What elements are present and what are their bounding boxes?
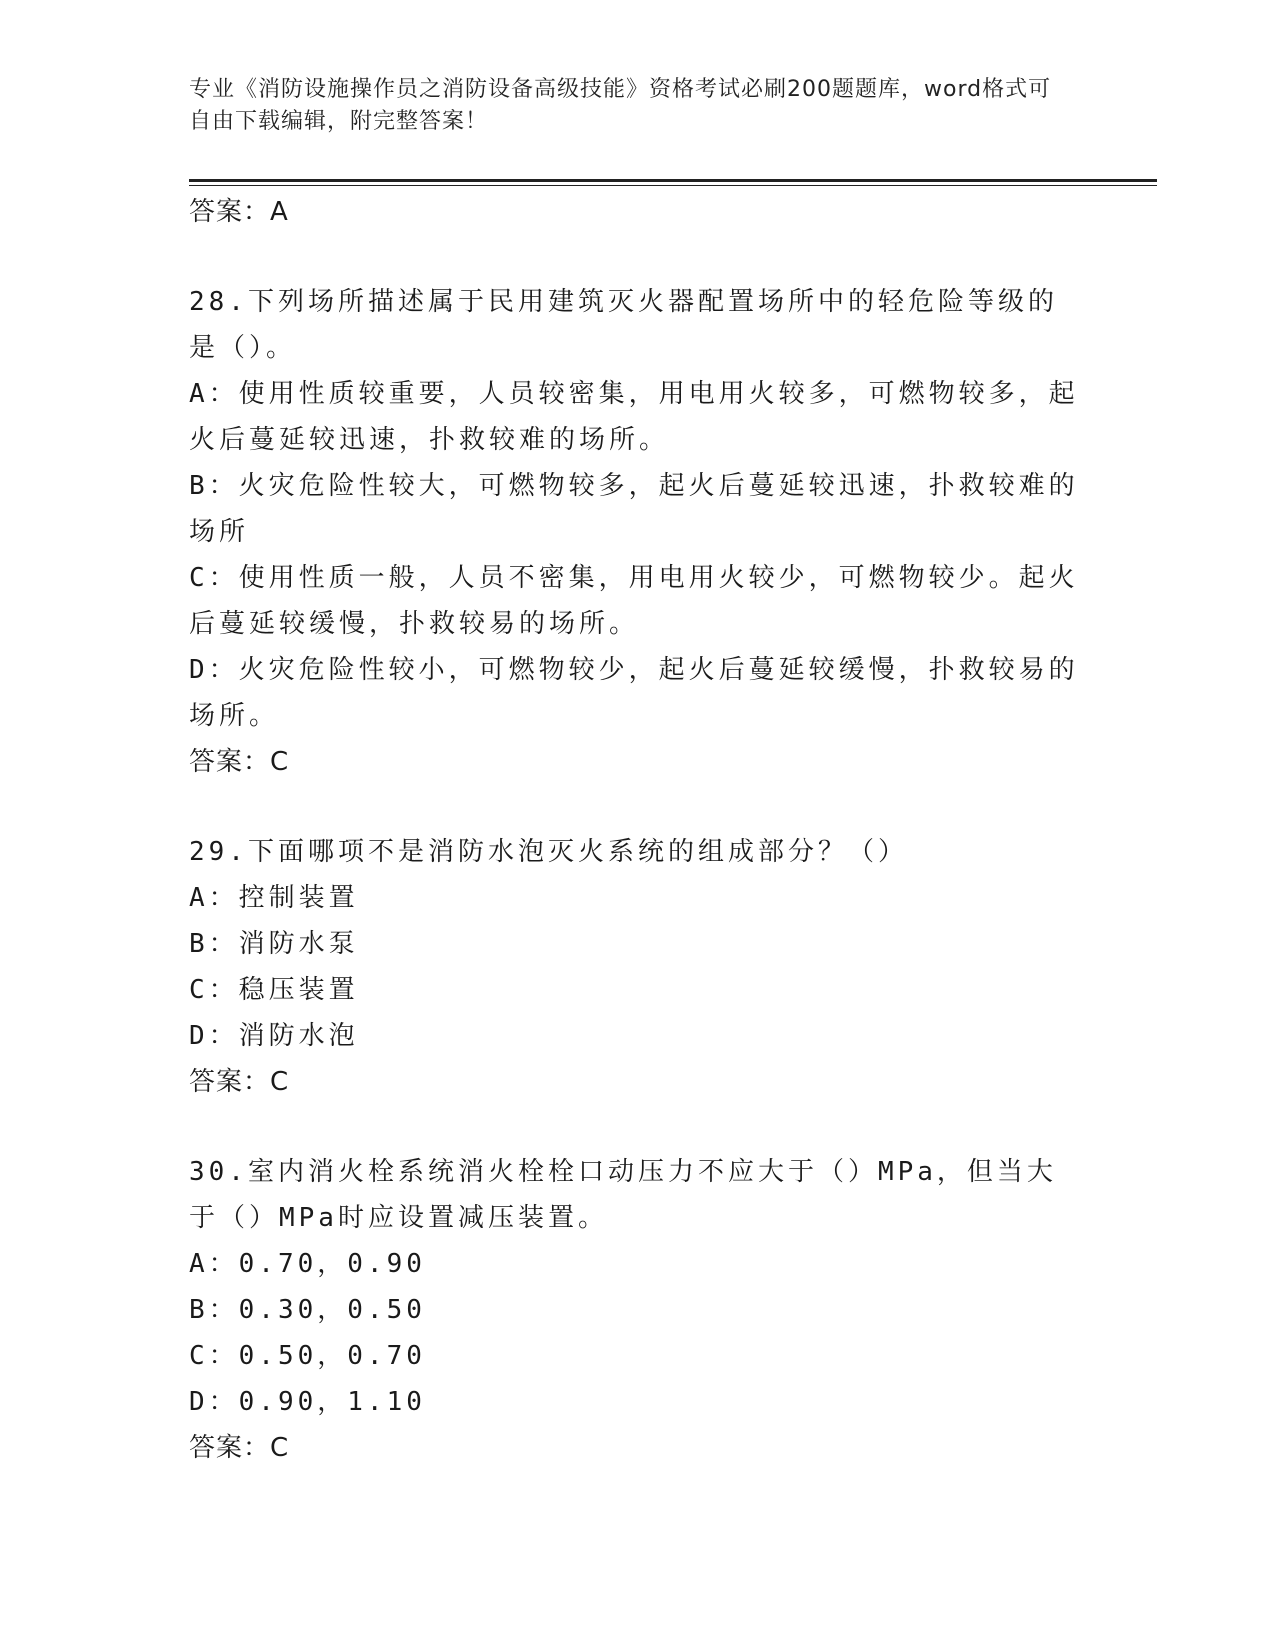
option-d: D：消防水泡: [189, 1021, 359, 1051]
option-c: C：使用性质一般，人员不密集，用电用火较少，可燃物较少。起火后蔓延较缓慢，扑救较易的场所。: [189, 563, 1079, 639]
option-b: B：0.30，0.50: [189, 1295, 426, 1325]
question-answer: 答案：C: [189, 747, 290, 777]
question-answer: 答案：C: [189, 1433, 290, 1463]
previous-answer: 答案：A: [189, 197, 289, 227]
question-28: [189, 279, 1079, 785]
page-header: 专业《消防设施操作员之消防设备高级技能》资格考试必刷200题题库，word格式可自由下载编辑，附完整答案！: [189, 77, 1052, 134]
question-list: [189, 189, 1079, 1471]
question-answer: 答案：C: [189, 1067, 290, 1097]
header-rule-thick: [189, 179, 1157, 182]
question-30: [189, 1149, 1079, 1471]
option-c: C：稳压装置: [189, 975, 359, 1005]
option-d: D：0.90，1.10: [189, 1387, 426, 1417]
question-stem: 30.室内消火栓系统消火栓栓口动压力不应大于（）MPa，但当大于（）MPa时应设置减压装置。: [189, 1157, 1057, 1233]
option-b: B：消防水泵: [189, 929, 359, 959]
option-a: A：0.70，0.90: [189, 1249, 426, 1279]
header-rule-thin: [189, 185, 1157, 186]
option-d: D：火灾危险性较小，可燃物较少，起火后蔓延较缓慢，扑救较易的场所。: [189, 655, 1079, 731]
option-b: B：火灾危险性较大，可燃物较多，起火后蔓延较迅速，扑救较难的场所: [189, 471, 1079, 547]
question-29: [189, 829, 1079, 1105]
option-a: A：使用性质较重要，人员较密集，用电用火较多，可燃物较多，起火后蔓延较迅速，扑救较难的场所。: [189, 379, 1079, 455]
option-a: A：控制装置: [189, 883, 359, 913]
question-stem: 29.下面哪项不是消防水泡灭火系统的组成部分？（）: [189, 837, 908, 867]
option-c: C：0.50，0.70: [189, 1341, 426, 1371]
question-stem: 28.下列场所描述属于民用建筑灭火器配置场所中的轻危险等级的是（）。: [189, 287, 1058, 363]
